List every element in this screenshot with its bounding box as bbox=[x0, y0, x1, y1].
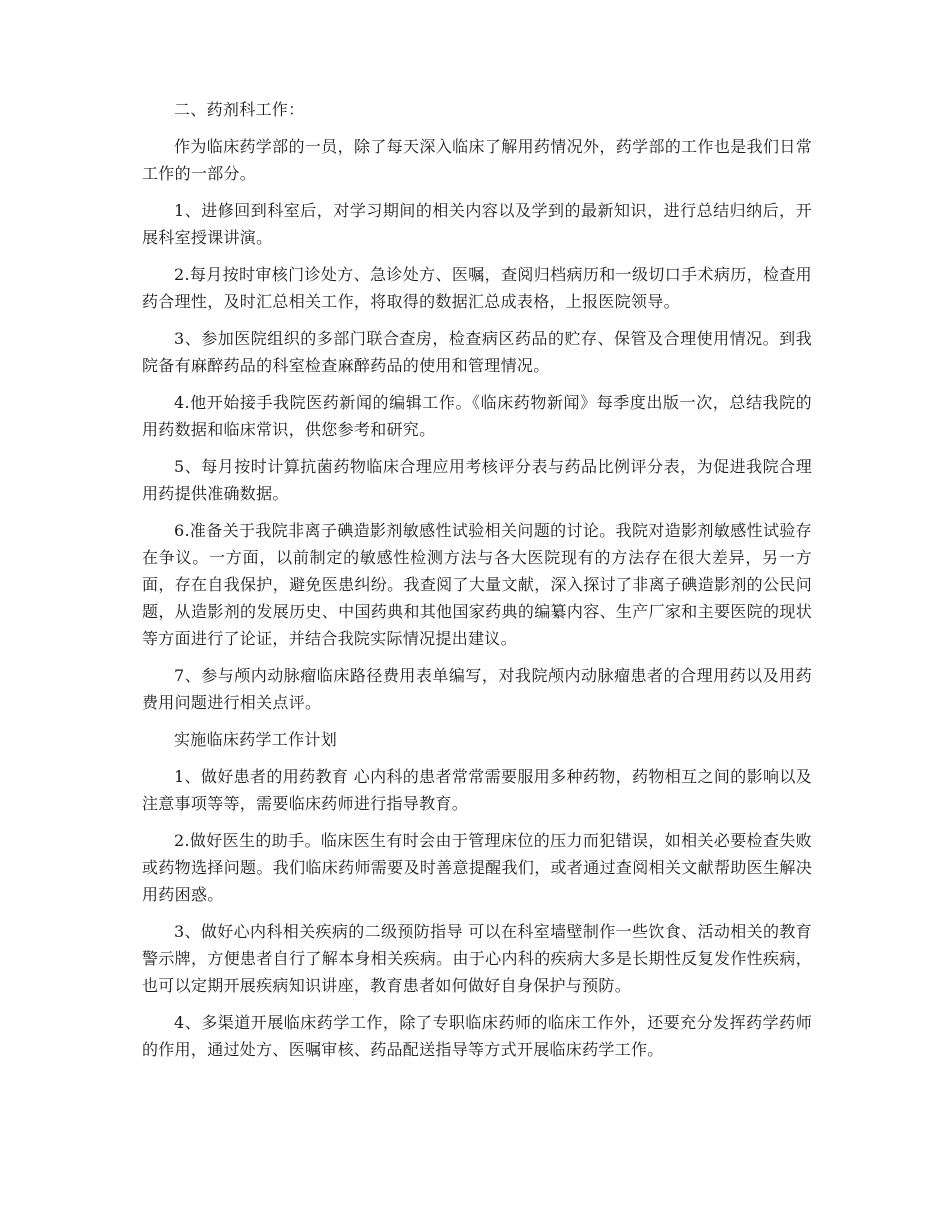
paragraph: 1、进修回到科室后，对学习期间的相关内容以及学到的最新知识，进行总结归纳后，开展科室授课讲演。 bbox=[142, 201, 812, 247]
paragraph: 2.做好医生的助手。临床医生有时会由于管理床位的压力而犯错误，如相关必要检查失败或药物选择问题。我们临床药师需要及时善意提醒我们，或者通过查阅相关文献帮助医生解决用药困惑。 bbox=[142, 831, 812, 904]
paragraph: 4、多渠道开展临床药学工作，除了专职临床药师的临床工作外，还要充分发挥药学药师的作用，通过处方、医嘱审核、药品配送指导等方式开展临床药学工作。 bbox=[142, 1013, 812, 1059]
section-heading: 二、药剂科工作： bbox=[174, 100, 305, 119]
paragraph: 1、做好患者的用药教育 心内科的患者常常需要服用多种药物，药物相互之间的影响以及注意事项等等，需要临床药师进行指导教育。 bbox=[142, 767, 812, 813]
paragraph: 3、做好心内科相关疾病的二级预防指导 可以在科室墙壁制作一些饮食、活动相关的教育警示牌，方便患者自行了解本身相关疾病。由于心内科的疾病大多是长期性反复发作性疾病，也可以定期开展疾病知识讲座，教育患者如何做好自身保护与预防。 bbox=[142, 922, 812, 995]
paragraph: 3、参加医院组织的多部门联合查房，检查病区药品的贮存、保管及合理使用情况。到我院备有麻醉药品的科室检查麻醉药品的使用和管理情况。 bbox=[142, 329, 812, 375]
paragraph: 7、参与颅内动脉瘤临床路径费用表单编写，对我院颅内动脉瘤患者的合理用药以及用药费用问题进行相关点评。 bbox=[142, 666, 812, 712]
document-body bbox=[142, 96, 812, 1073]
paragraph: 6.准备关于我院非离子碘造影剂敏感性试验相关问题的讨论。我院对造影剂敏感性试验存在争议。一方面，以前制定的敏感性检测方法与各大医院现有的方法存在很大差异，另一方面，存在自我保护，避免医患纠纷。我查阅了大量文献，深入探讨了非离子碘造影剂的公民问题，从造影剂的发展历史、中国药典和其他国家药典的编纂内容、生产厂家和主要医院的现状等方面进行了论证，并结合我院实际情况提出建议。 bbox=[142, 521, 812, 648]
paragraph: 作为临床药学部的一员，除了每天深入临床了解用药情况外，药学部的工作也是我们日常工作的一部分。 bbox=[142, 137, 812, 183]
section-heading: 实施临床药学工作计划 bbox=[174, 730, 338, 749]
paragraph: 2.每月按时审核门诊处方、急诊处方、医嘱，查阅归档病历和一级切口手术病历，检查用药合理性，及时汇总相关工作，将取得的数据汇总成表格，上报医院领导。 bbox=[142, 265, 812, 311]
paragraph: 5、每月按时计算抗菌药物临床合理应用考核评分表与药品比例评分表，为促进我院合理用药提供准确数据。 bbox=[142, 457, 812, 503]
paragraph: 4.他开始接手我院医药新闻的编辑工作。《临床药物新闻》每季度出版一次，总结我院的用药数据和临床常识，供您参考和研究。 bbox=[142, 393, 812, 439]
